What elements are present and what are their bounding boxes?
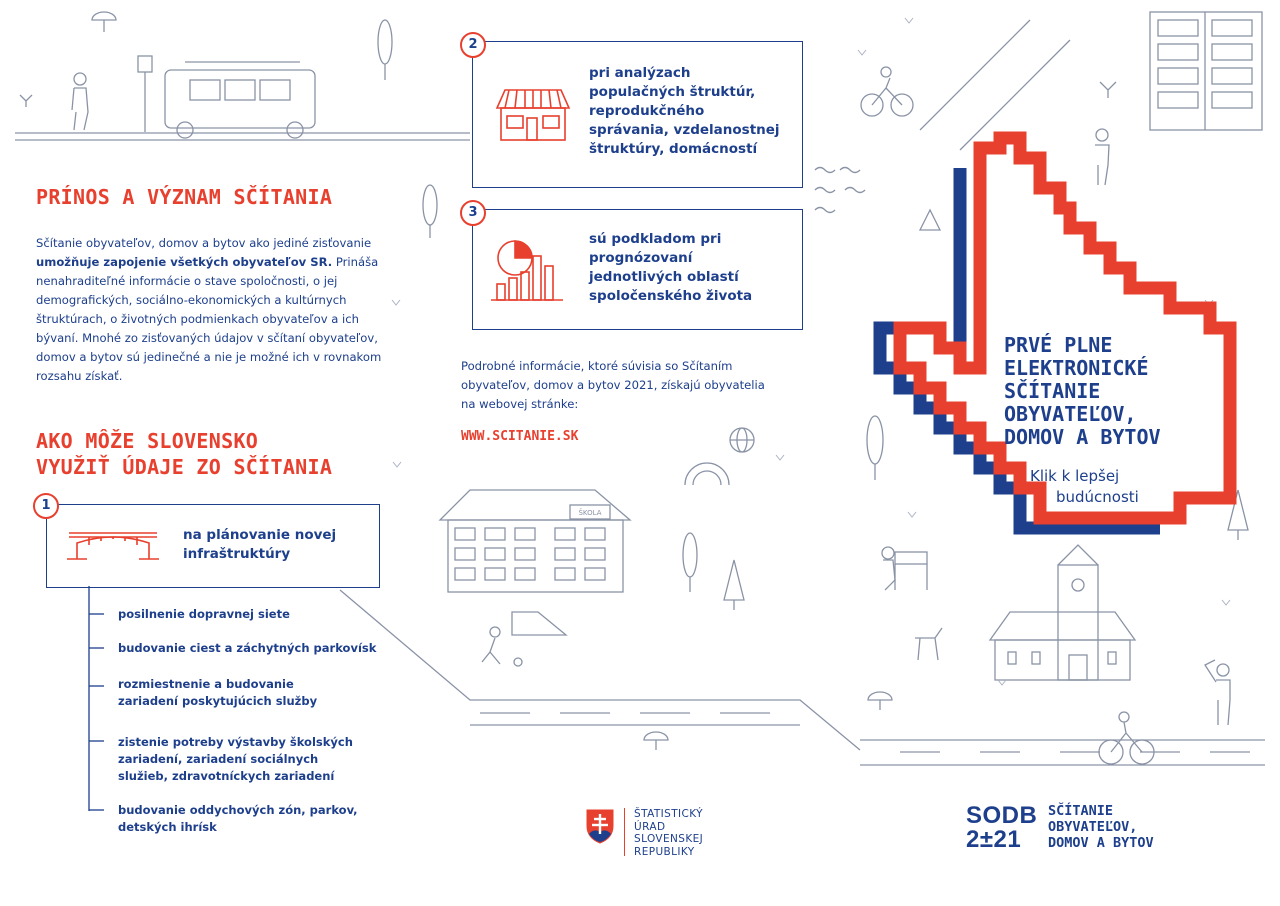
- sodb-text-line: OBYVATEĽOV,: [1048, 819, 1138, 835]
- box2-line: populačných štruktúr,: [589, 84, 756, 100]
- susr-logo-text: [634, 808, 703, 858]
- bullet-item: budovanie ciest a záchytných parkovísk: [118, 641, 377, 655]
- sodb-logo-bottom: 2±21: [966, 826, 1022, 853]
- susr-divider: [624, 808, 625, 856]
- info-paragraph: Podrobné informácie, ktoré súvisia so Sčítaním obyvateľov, domov a bytov 2021, získajú obyvatelia na webovej stránke:: [461, 359, 765, 411]
- hand-subtitle-line2: budúcnosti: [1056, 488, 1139, 506]
- box-population: [472, 41, 803, 188]
- box-prognosis: [472, 209, 803, 330]
- box2-line: správania, vzdelanostnej: [589, 122, 780, 138]
- sodb-text-line: DOMOV A BYTOV: [1048, 835, 1154, 851]
- hand-title-line: PRVÉ PLNE: [1004, 333, 1113, 357]
- susr-line: ŠTATISTICKÝ: [634, 808, 703, 820]
- number-badge-3: 3: [460, 200, 486, 226]
- bullet-item: zistenie potreby výstavby školských zariadení, zariadení sociálnych služieb, zdravotníckych zariadení: [118, 735, 353, 783]
- hand-subtitle-line1: Klik k lepšej: [1030, 467, 1120, 485]
- heading-ako-line2: VYUŽIŤ ÚDAJE ZO SČÍTANIA: [36, 455, 333, 479]
- bullet-connector: [80, 586, 110, 816]
- bullet-item: posilnenie dopravnej siete: [118, 607, 290, 621]
- sodb-logo-top: SODB: [966, 802, 1038, 829]
- number-badge-1: 1: [33, 493, 59, 519]
- box2-line: pri analýzach: [589, 65, 691, 81]
- intro-text-bold: umožňuje zapojenie všetkých obyvateľov SR.: [36, 255, 333, 269]
- website-link[interactable]: WWW.SCITANIE.SK: [461, 429, 579, 444]
- slovak-coat-of-arms-icon: [585, 808, 615, 844]
- susr-line: SLOVENSKEJ: [634, 833, 704, 845]
- box1-text: [183, 526, 336, 564]
- hand-title-line: DOMOV A BYTOV: [1004, 425, 1161, 449]
- box3-line: spoločenského života: [589, 288, 753, 304]
- bullet-item: budovanie oddychových zón, parkov, detských ihrísk: [118, 803, 358, 834]
- bridge-icon: [67, 523, 159, 563]
- box3-line: prognózovaní: [589, 250, 693, 266]
- box2-line: reprodukčného: [589, 103, 705, 119]
- pie-bar-chart-icon: [491, 238, 571, 302]
- box1-line2: infraštruktúry: [183, 546, 291, 562]
- school-sign: ŠKOLA: [578, 509, 602, 517]
- heading-prinos: PRÍNOS A VÝZNAM SČÍTANIA: [36, 185, 333, 209]
- box2-text: [589, 64, 780, 159]
- hand-title-line: SČÍTANIE: [1004, 379, 1101, 403]
- box3-line: sú podkladom pri: [589, 231, 722, 247]
- box2-line: štruktúry, domácností: [589, 141, 758, 157]
- hand-subtitle: [1030, 466, 1139, 508]
- sodb-logo: [966, 804, 1037, 852]
- box-infrastructure: [46, 504, 380, 588]
- susr-line: ÚRAD: [634, 820, 666, 833]
- box3-text: [589, 230, 752, 306]
- hand-title: [1004, 334, 1161, 449]
- hand-title-line: ELEKTRONICKÉ: [1004, 356, 1149, 380]
- sodb-text: [1048, 803, 1154, 851]
- heading-ako-line1: AKO MÔŽE SLOVENSKO: [36, 429, 259, 453]
- number-badge-2: 2: [460, 32, 486, 58]
- box3-line: jednotlivých oblastí: [589, 269, 739, 285]
- heading-ako: [36, 428, 332, 480]
- house-icon: [495, 88, 571, 142]
- intro-paragraph: [36, 234, 384, 386]
- intro-text-start: Sčítanie obyvateľov, domov a bytov ako jediné zisťovanie: [36, 236, 372, 250]
- susr-line: REPUBLIKY: [634, 845, 695, 858]
- sodb-text-line: SČÍTANIE: [1048, 803, 1114, 819]
- box1-line1: na plánovanie novej: [183, 527, 337, 543]
- hand-title-line: OBYVATEĽOV,: [1004, 402, 1137, 426]
- intro-text-end: Prináša nenahraditeľné informácie o stave spoločnosti, o jej demografických, sociálno-ekonomických a kultúrnych štruktúrach, o životných podmienkach obyvateľov a ich bývaní. Mnohé zo zisťovaných údajov v sčítaní obyvateľov, domov a bytov sú jedinečné a nie je možné ich v rovnakom rozsahu získať.: [36, 255, 382, 383]
- bullet-item: rozmiestnenie a budovanie zariadení poskytujúcich služby: [118, 677, 318, 708]
